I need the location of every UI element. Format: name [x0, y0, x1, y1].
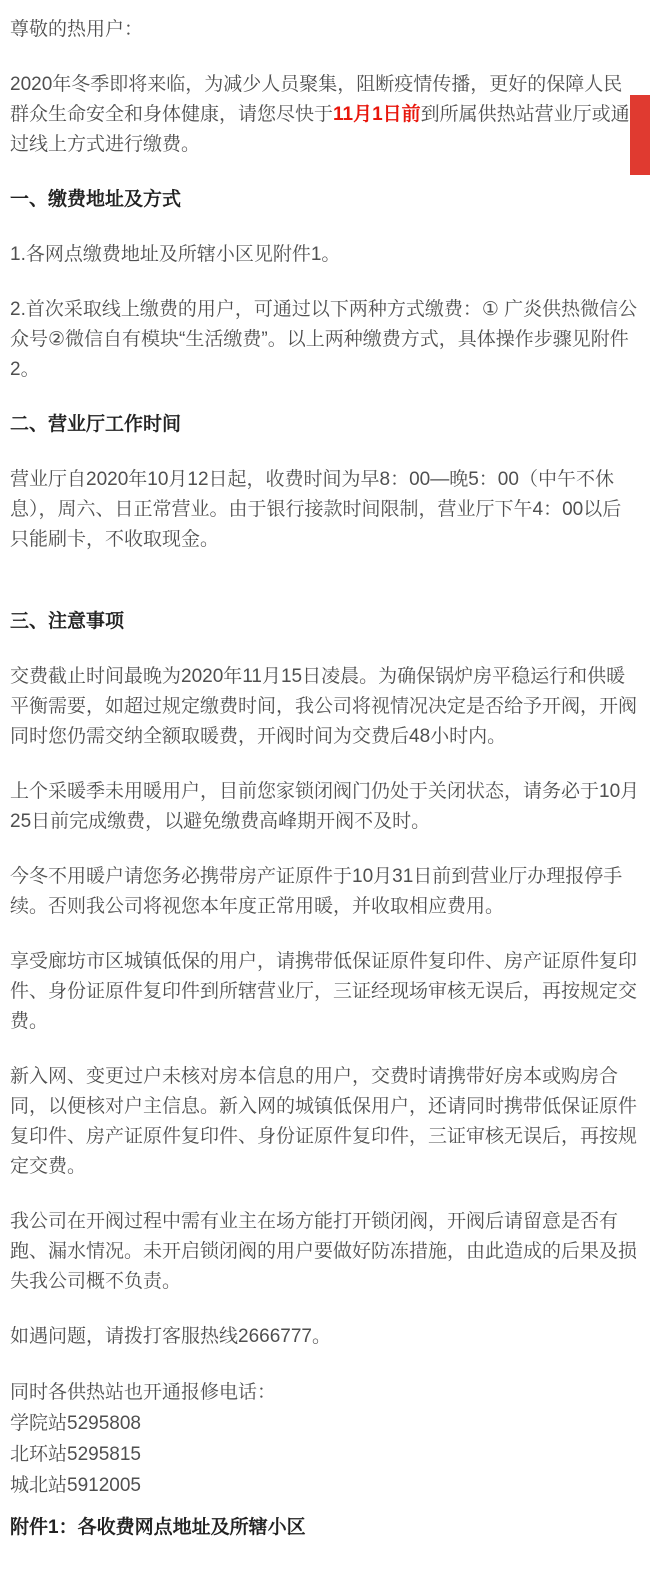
section-3-heading: 三、注意事项	[10, 611, 125, 632]
repair-phones-intro: 同时各供热站也开通报修电话：	[10, 1382, 277, 1403]
intro-pre-text: 2020年冬季即将来临，为减少人员聚集，阻断疫情传播，更好的保障人民群众生命安全和身体健康，请您尽快于	[10, 74, 623, 125]
salutation: 尊敬的热用户：	[10, 19, 144, 40]
deadline-highlight: 11月1日前	[333, 104, 421, 125]
section-2-paragraph-1: 营业厅自2020年10月12日起，收费时间为早8：00—晚5：00（中午不休息），周六、日正常营业。由于银行接款时间限制，营业厅下午4：00以后只能刷卡，不收取现金。	[10, 469, 622, 550]
repair-phone-xueyuan: 学院站5295808	[10, 1413, 141, 1434]
attachment-1-heading: 附件1：各收费网点地址及所辖小区	[10, 1517, 306, 1538]
section-3-paragraph-1: 交费截止时间最晚为2020年11月15日凌晨。为确保锅炉房平稳运行和供暖平衡需要，如超过规定缴费时间，我公司将视情况决定是否给予开阀，开阀同时您仍需交纳全额取暖费，开阀时间为交费后48小时内。	[10, 666, 638, 747]
section-3-paragraph-3: 今冬不用暖户请您务必携带房产证原件于10月31日前到营业厅办理报停手续。否则我公司将视您本年度正常用暖，并收取相应费用。	[10, 866, 623, 917]
hotline-paragraph: 如遇问题，请拨打客服热线2666777。	[10, 1326, 331, 1347]
section-3-paragraph-4: 享受廊坊市区城镇低保的用户，请携带低保证原件复印件、房产证原件复印件、身份证原件复印件到所辖营业厅，三证经现场审核无误后，再按规定交费。	[10, 951, 638, 1032]
section-1-paragraph-2: 2.首次采取线上缴费的用户，可通过以下两种方式缴费：① 广炎供热微信公众号②微信自有模块“生活缴费”。以上两种缴费方式，具体操作步骤见附件2。	[10, 299, 638, 380]
section-3-paragraph-6: 我公司在开阀过程中需有业主在场方能打开锁闭阀，开阀后请留意是否有跑、漏水情况。未开启锁闭阀的用户要做好防冻措施，由此造成的后果及损失我公司概不负责。	[10, 1211, 638, 1292]
red-marker	[630, 95, 650, 175]
section-3-paragraph-5: 新入网、变更过户未核对房本信息的用户，交费时请携带好房本或购房合同，以便核对户主信息。新入网的城镇低保用户，还请同时携带低保证原件复印件、房产证原件复印件、身份证原件复印件，三证审核无误后，再按规定交费。	[10, 1066, 638, 1177]
repair-phone-chengbei: 城北站5912005	[10, 1475, 141, 1496]
section-2-heading: 二、营业厅工作时间	[10, 414, 182, 435]
section-1-paragraph-1: 1.各网点缴费地址及所辖小区见附件1。	[10, 244, 341, 265]
intro-post-text: 到所属供热站营业厅或通过线上方式进行缴费。	[10, 104, 630, 155]
section-1-heading: 一、缴费地址及方式	[10, 189, 182, 210]
repair-phone-beihuan: 北环站5295815	[10, 1444, 141, 1465]
section-3-paragraph-2: 上个采暖季未用暖用户，目前您家锁闭阀门仍处于关闭状态，请务必于10月25日前完成缴费，以避免缴费高峰期开阀不及时。	[10, 781, 640, 832]
repair-phones-block	[10, 1377, 640, 1501]
intro-paragraph	[10, 70, 640, 160]
